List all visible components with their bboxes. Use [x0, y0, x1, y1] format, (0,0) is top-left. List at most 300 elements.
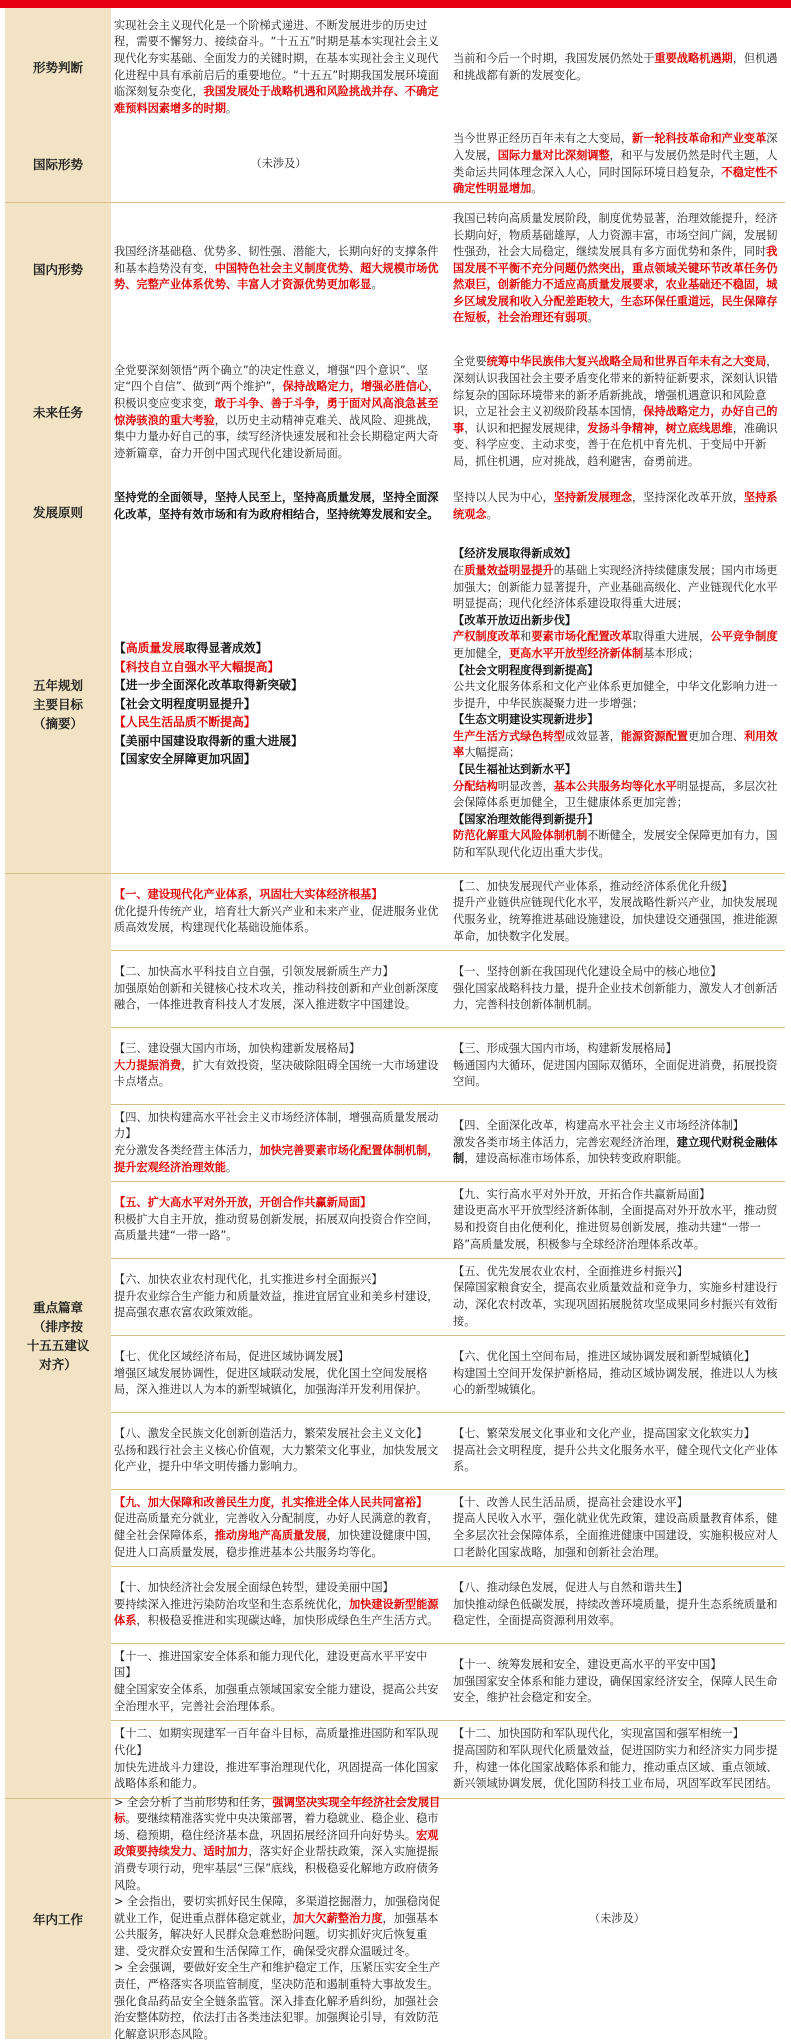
text-segment: 保障国家粮食安全，提高农业质量效益和竞争力，实施乡村建设行动，深化农村改革，实现巩固拓展脱贫攻坚成果同乡村振兴有效衔接。	[453, 1281, 778, 1328]
chapter-body	[453, 1511, 781, 1561]
chapter-body	[453, 1280, 781, 1330]
right-cell	[447, 1490, 785, 1566]
chapter-body	[114, 904, 443, 937]
text-segment: 成效显著，	[564, 729, 621, 743]
chapter-row	[111, 1105, 785, 1182]
text-segment: 【八、激发全民族文化创新创造活力，繁荣发展社会主义文化】	[114, 1427, 428, 1441]
text-segment: 提高国防和军队现代化质量效益，促进国防实力和经济实力同步提升，构建一体化国家战略体系和能力，推动重点区域、重点领域、新兴领域协调发展，优化国防科技工业布局，巩固军政军民团结。	[453, 1743, 778, 1791]
text-segment: 健全国家安全体系，加强重点领域国家安全能力建设，提高公共安全治理水平，完善社会治理体系。	[114, 1683, 439, 1713]
row-international	[5, 127, 785, 203]
text-segment: 在	[453, 563, 465, 577]
row-five-year-goals	[5, 535, 785, 874]
label-text: 主要目标	[32, 696, 83, 712]
label-text: 未来任务	[32, 405, 83, 420]
chapter-body	[453, 1366, 781, 1399]
text-segment: 强化国家战略科技力量，提升企业技术创新能力，激发人才创新活力，完善科技创新体制机制。	[453, 981, 778, 1012]
left-cell	[111, 1795, 447, 2041]
chapter-title	[453, 1580, 781, 1597]
text-segment: 建设更高水平开放型经济新体制，全面提高对外开放水平，推动贸易和投资自由化便利化，推进贸易创新发展，推动共建“一带一路”高质量发展，积极参与全球经济治理体系改革。	[453, 1204, 778, 1251]
highlight-text: 强调坚决实现全年经济社会发展目标	[114, 1795, 441, 1826]
chapter-body	[453, 1597, 781, 1630]
label-text: 形势判断	[32, 60, 83, 75]
cell-text	[453, 51, 781, 84]
highlight-text: 推动房地产高质量发展	[214, 1529, 327, 1542]
paragraph-list	[114, 639, 443, 769]
chapter-body	[453, 981, 781, 1014]
right-cell	[447, 1182, 785, 1258]
chapter-title	[114, 1726, 443, 1759]
highlight-text: 新一轮科技革命和产业变革	[632, 132, 767, 146]
text-segment: 充分激发各类经营主体活力，	[114, 1144, 260, 1157]
right-cell	[447, 951, 785, 1027]
bold-text: 【社会文明程度明显提升】	[114, 696, 256, 711]
text-segment: 当前和今后一个时期，我国发展仍然处于	[453, 51, 655, 65]
highlight-text: 重要战略机遇期	[654, 51, 733, 65]
text-segment: 深入发展，	[453, 132, 778, 162]
text-segment: 促进高质量充分就业，完善收入分配制度，办好人民满意的教育，健全社会保障体系，	[114, 1512, 439, 1542]
text-segment: > 全会强调，要做好安全生产和维护稳定工作，压紧压实安全生产责任，严格落实各项监管制度，坚决防范和遏制重特大事故发生。强化食品药品安全全链条监管。深入排查化解矛盾纠纷，加强社会治安整体防控，依法打击各类违法犯罪。加强舆论引导，有效防范化解意识形态风险。	[114, 1961, 441, 2041]
text-segment: 提升农业综合生产能力和质量效益，推进宜居宜业和美乡村建设，提高强农惠农富农政策效能。	[114, 1289, 439, 1320]
text-segment: 更加合理、	[687, 729, 744, 743]
text-segment: ，落实好企业帮扶政策，深入实施提振消费专项行动，兜牢基层“三保”底线，积极稳妥化解地方政府债务风险。	[114, 1845, 439, 1892]
chapter-title	[453, 1187, 781, 1204]
left-cell	[111, 874, 447, 950]
text-segment: 坚持以人民为中心，	[453, 491, 554, 504]
text-segment: 和	[520, 630, 532, 644]
text-segment: 我国已转向高质量发展阶段，制度优势显著，治理效能提升，经济长期向好，物质基础雄厚，人力资源丰富，市场空间广阔，发展韧性强劲，社会大局稳定，继续发展具有多方面优势和条件，同时	[453, 211, 778, 259]
highlight-text: 【一、建设现代化产业体系，巩固壮大实体经济根基】	[114, 888, 383, 902]
chapter-row	[111, 951, 785, 1028]
text-segment: 【六、加快农业农村现代化，扎实推进乡村全面振兴】	[114, 1273, 383, 1287]
row-label	[5, 127, 111, 202]
paragraph	[114, 1795, 443, 1895]
text-segment: 【三、形成强大国内市场，构建新发展格局】	[453, 1042, 677, 1056]
chapter-rows	[111, 874, 785, 1798]
text-segment: 优化提升传统产业，培育壮大新兴产业和未来产业，促进服务业优质高效发展，构建现代化基础设施体系。	[114, 904, 439, 935]
text-segment: 全党要深刻领悟“两个确立”的决定性意义，增强“四个意识”、坚定“四个自信”、做到“两个维护”，	[114, 363, 429, 394]
left-cell	[111, 1028, 447, 1104]
text-segment: > 全会分析了当前形势和任务，	[114, 1795, 273, 1809]
chapter-title	[453, 1264, 781, 1281]
text-segment: 提高人民收入水平，强化就业优先政策，建设高质量教育体系，健全多层次社会保障体系，全面推进健康中国建设，实施积极应对人口老龄化国家战略，加强和创新社会治理。	[453, 1512, 778, 1559]
highlight-text: 生产生活方式绿色转型	[453, 729, 565, 743]
left-cell	[111, 8, 447, 127]
text-segment: 【二、加快高水平科技自立自强，引领发展新质生产力】	[114, 965, 394, 979]
cell-text	[589, 1911, 645, 1928]
text-segment: 。	[225, 1160, 238, 1174]
right-cell	[447, 127, 785, 202]
paragraph	[114, 1960, 443, 2043]
highlight-text: 防范化解重大风险体制机制	[453, 829, 588, 843]
text-segment: 【十、改善人民生活品质，提高社会建设水平】	[453, 1495, 688, 1509]
highlight-text: 【五、扩大高水平对外开放，开创合作共赢新局面】	[114, 1196, 372, 1210]
text-segment: 增强区域发展协调性，促进区域联动发展，优化国土空间发展格局，深入推进以人为本的新型城镇化，加强海洋开发利用保护。	[114, 1366, 428, 1397]
text-segment: 【十二、加快国防和军队现代化，实现富国和强军相统一】	[453, 1727, 744, 1741]
label-text: 年内工作	[32, 1911, 83, 1927]
highlight-text: 国际力量对比深刻调整	[497, 148, 610, 162]
text-segment: 【四、全面深化改革，构建高水平社会主义市场经济体制】	[453, 1119, 744, 1133]
left-cell	[111, 1567, 447, 1643]
bold-text: 【美丽中国建设取得新的重大进展】	[114, 733, 303, 748]
text-segment: 加强国家安全体系和能力建设，确保国家经济安全，保障人民生命安全，维护社会稳定和安全。	[453, 1674, 778, 1705]
row-label	[5, 8, 111, 127]
label-text: 国内形势	[32, 261, 83, 277]
highlight-text: 中国特色社会主义制度优势、超大规模市场优势、完整产业体系优势、丰富人才资源优势更加彰显	[114, 261, 439, 292]
paragraph	[114, 658, 443, 677]
text-segment: 。	[486, 507, 498, 521]
right-cell	[447, 1644, 785, 1720]
top-red-bar	[0, 0, 791, 8]
right-cell	[447, 1799, 785, 2039]
highlight-text: 我国发展不平衡不充分问题仍然突出，重点领域关键环节改革任务仍然艰巨，创新能力不适应高质量发展要求，农业基础还不稳固，城乡区域发展和收入分配差距较大，生态环保任重道远，民生保障存在短板，社会治理还有弱项	[453, 245, 778, 325]
left-cell	[111, 203, 447, 335]
text-segment: ，积极识变应变求变，	[114, 380, 440, 410]
text-segment: 全党要	[453, 355, 487, 369]
chapter-body	[114, 1443, 443, 1476]
chapter-title	[453, 879, 781, 896]
text-segment: 激发各类市场主体活力，完善宏观经济治理，	[453, 1135, 677, 1149]
highlight-text: 【九、加大保障和改善民生力度，扎实推进全体人民共同富裕】	[114, 1495, 428, 1509]
bold-text: 【社会文明程度得到新提高】	[453, 663, 599, 677]
paragraph	[453, 828, 781, 861]
paragraph-list	[114, 1795, 443, 2043]
cell-text	[114, 490, 443, 523]
right-cell	[447, 874, 785, 950]
chapter-row	[111, 1259, 785, 1336]
chapter-body	[114, 1058, 443, 1091]
right-cell	[447, 1105, 785, 1181]
chapter-row	[111, 1413, 785, 1490]
chapter-body	[453, 1203, 781, 1253]
chapter-title	[114, 1580, 443, 1597]
bold-text: 建立现代财税金融体制	[453, 1135, 778, 1166]
text-segment: 提高社会文明程度，提升公共文化服务水平，健全现代文化产业体系。	[453, 1443, 778, 1474]
text-segment: 【八、推动绿色发展，促进人与自然和谐共生】	[453, 1581, 688, 1595]
text-segment: 的基础上实现经济持续健康发展；国内市场更加强大；创新能力显著提升，产业基础高级化、产业链现代化水平明显提高；现代化经济体系建设取得重大进展；	[453, 563, 778, 611]
bold-text: 【国家安全屏障更加巩固】	[114, 752, 256, 767]
highlight-text: 【人民生活品质不断提高】	[114, 715, 256, 730]
cell-text	[453, 354, 781, 470]
label-text: 国际形势	[32, 157, 83, 172]
left-cell	[111, 127, 447, 202]
highlight-text: 利用效率	[453, 729, 778, 760]
text-segment: 构建国土空间开发保护新格局，推动区域协调发展，推进以人为核心的新型城镇化。	[453, 1366, 778, 1397]
highlight-text: 保持战略定力，增强必胜信心	[282, 380, 429, 394]
right-cell	[447, 1567, 785, 1643]
label-text: 五年规划	[32, 677, 83, 693]
text-segment: 当今世界正经历百年未有之大变局，	[453, 132, 633, 146]
paragraph	[453, 729, 781, 762]
text-segment: 畅通国内大循环，促进国内国际双循环，全面促进消费，拓展投资空间。	[453, 1058, 778, 1089]
text-segment: 。	[371, 278, 383, 292]
text-segment: 积极扩大自主开放，推动贸易创新发展，拓展双向投资合作空间，高质量共建“一带一路”。	[114, 1212, 439, 1243]
chapter-row	[111, 1028, 785, 1105]
paragraph	[114, 676, 443, 695]
text-segment: 我国经济基础稳、优势多、韧性强、潜能大，长期向好的支撑条件和基本趋势没有变，	[114, 245, 439, 275]
left-cell	[111, 951, 447, 1027]
text-segment: ，准确识变、科学应变、主动求变，善于在危机中育先机、于变局中开新局，抓住机遇，应对挑战，趋利避害，奋勇前进。	[453, 421, 778, 468]
paragraph	[453, 663, 781, 680]
left-cell	[111, 535, 447, 873]
text-segment: ，建设高标准市场体系，加快转变政府职能。	[464, 1152, 688, 1166]
chapter-title	[453, 1657, 781, 1674]
paragraph	[453, 563, 781, 613]
text-segment: 【一、坚持创新在我国现代化建设全局中的核心地位】	[453, 965, 722, 979]
text-segment: 大幅提高；	[464, 746, 521, 760]
chapter-body	[114, 1366, 443, 1399]
paragraph	[114, 1894, 443, 1960]
chapter-body	[453, 1135, 781, 1168]
bold-text: 【民生福祉达到新水平】	[453, 763, 577, 777]
right-cell	[447, 1413, 785, 1489]
paragraph	[114, 750, 443, 769]
highlight-text: 更高水平开放型经济新体制	[508, 646, 644, 660]
paragraph	[453, 546, 781, 563]
text-segment: ，深刻认识我国社会主要矛盾变化带来的新特征新要求，深刻认识错综复杂的国际环境带来的新矛盾新挑战，增强机遇意识和风险意识，立足社会主义初级阶段基本国情，	[453, 355, 778, 419]
highlight-text: 公平竞争制度	[710, 630, 778, 644]
row-annual-work	[5, 1795, 785, 2041]
paragraph	[453, 812, 781, 829]
chapter-row	[111, 1336, 785, 1413]
cell-text	[453, 490, 781, 523]
paragraph	[114, 713, 443, 732]
highlight-text: 加快完善要素市场化配置体制机制，提升宏观经济治理效能	[114, 1144, 439, 1174]
paragraph	[114, 732, 443, 751]
text-segment: ，但机遇和挑战都有新的发展变化。	[453, 51, 778, 82]
highlight-text: 不稳定性不确定性明显增加	[453, 165, 778, 196]
text-segment: ，和平与发展仍然是时代主题，人类命运共同体理念深入人心，同时国际环境日趋复杂，	[453, 148, 778, 179]
text-segment: 【五、优先发展农业农村，全面推进乡村振兴】	[453, 1264, 688, 1278]
text-segment: ，扩大有效投资，坚决破除阻碍全国统一大市场建设卡点堵点。	[114, 1058, 439, 1089]
chapter-title	[114, 1649, 443, 1682]
chapter-body	[114, 1597, 443, 1630]
highlight-text: 能源资源配置	[620, 729, 688, 743]
paragraph	[453, 613, 781, 630]
left-cell	[111, 1182, 447, 1258]
row-label	[5, 1799, 111, 2039]
row-key-chapters	[5, 874, 785, 1799]
row-situation	[5, 8, 785, 127]
right-cell	[447, 335, 785, 490]
left-cell	[111, 1259, 447, 1335]
text-segment: 【十一、推进国家安全体系和能力现代化，建设更高水平平安中国】	[114, 1649, 428, 1680]
highlight-text: 分配结构	[453, 779, 498, 793]
label-text: 发展原则	[32, 505, 83, 520]
text-segment: ，积极稳妥推进和实现碳达峰，加快形成绿色生产生活方式。	[136, 1614, 439, 1628]
chapter-body	[114, 1511, 443, 1561]
paragraph-list	[453, 546, 781, 861]
highlight-text: 高质量发展	[125, 641, 185, 656]
chapter-title	[114, 1110, 443, 1143]
chapter-body	[114, 1682, 443, 1715]
highlight-text: 宏观政策要持续发力、适时加力	[114, 1828, 439, 1859]
chapter-body	[453, 1058, 781, 1091]
row-label	[5, 490, 111, 535]
text-segment: 【七、优化区域经济布局，促进区域协调发展】	[114, 1350, 349, 1364]
row-label	[5, 335, 111, 490]
left-cell	[111, 335, 447, 490]
chapter-title	[453, 1118, 781, 1135]
text-segment: ，坚持深化改革开放，	[632, 491, 744, 504]
text-segment: （未涉及）	[250, 157, 307, 171]
chapter-body	[114, 1212, 443, 1245]
row-label	[5, 874, 111, 1798]
text-segment: 实现社会主义现代化是一个阶梯式递进、不断发展进步的历史过程，需要不懈努力、接续奋斗。“十五五”时期是基本实现社会主义现代化夯实基础、全面发力的关键时期，在基本实现社会主义现代化进程中具有承前启后的重要地位。“十五五”时期我国发展环境面临深刻复杂变化，	[114, 18, 439, 99]
highlight-text: 质量效益明显提升	[464, 563, 554, 577]
text-segment: 。	[531, 182, 543, 196]
text-segment: 【十、加快经济社会发展全面绿色转型，建设美丽中国】	[114, 1581, 394, 1595]
chapter-row	[111, 1490, 785, 1567]
left-cell	[111, 1644, 447, 1720]
row-label	[5, 535, 111, 873]
row-principles	[5, 490, 785, 535]
text-segment: > 全会指出，要切实抓好民生保障，多渠道挖掘潜力，加强稳岗促就业工作，促进重点群体稳定就业，	[114, 1895, 441, 1925]
label-text: 对齐）	[39, 1357, 77, 1372]
text-segment: 【七、繁荣发展文化事业和文化产业，提高国家文化软实力】	[453, 1427, 756, 1441]
cell-text	[453, 211, 781, 327]
chapter-title	[453, 1495, 781, 1512]
chapter-body	[453, 1674, 781, 1707]
text-segment: 要持续深入推进污染防治攻坚和生态系统优化，	[114, 1597, 349, 1611]
label-text: 十五五建议	[26, 1338, 90, 1353]
highlight-text: 统筹中华民族伟大复兴战略全局和世界百年未有之大变局	[486, 355, 767, 369]
text-segment: 加快先进战斗力建设，推进军事治理现代化，巩固提高一体化国家战略体系和能力。	[114, 1760, 439, 1791]
highlight-text: 基本公共服务均等化水平	[553, 779, 677, 793]
right-cell	[447, 203, 785, 335]
paragraph	[453, 712, 781, 729]
chapter-body	[453, 895, 781, 945]
bold-text: 【	[114, 641, 126, 656]
cell-text	[251, 156, 307, 173]
left-cell	[111, 1105, 447, 1181]
right-cell	[447, 535, 785, 873]
paragraph	[453, 779, 781, 812]
highlight-text: 保持战略定力，办好自己的事	[453, 405, 778, 435]
text-segment: （未涉及）	[589, 1911, 645, 1925]
text-segment: 取得重大进展，	[632, 630, 711, 644]
label-text: （摘要）	[32, 715, 83, 731]
chapter-title	[114, 1495, 443, 1512]
chapter-title	[453, 964, 781, 981]
comparison-table	[5, 8, 785, 2039]
bold-text: 【经济发展取得新成效】	[453, 547, 577, 561]
text-segment: 。	[587, 311, 599, 325]
paragraph	[114, 695, 443, 714]
cell-text	[114, 363, 443, 463]
row-future	[5, 335, 785, 490]
cell-text	[453, 131, 781, 197]
text-segment: ，加快建设健康中国，促进人口高质量发展，稳步推进基本公共服务均等化。	[114, 1529, 439, 1559]
bold-text: 【生态文明建设实现新进步】	[453, 713, 599, 727]
text-segment: 提升产业链供应链现代化水平，发展战略性新兴产业，加快发展现代服务业，统筹推进基础设施建设，加快建设交通强国，推进能源革命，加快数字化发展。	[453, 896, 778, 943]
right-cell	[447, 1259, 785, 1335]
highlight-text: 敢于斗争、善于斗争，勇于面对风高浪急甚至惊涛骇浪的重大考验	[114, 396, 439, 427]
highlight-text: 我国发展处于战略机遇和风险挑战并存、不确定难预料因素增多的时期	[114, 85, 439, 115]
left-cell	[111, 1721, 447, 1798]
text-segment: ，加强基本公共服务，解决好人民群众急难愁盼问题。切实抓好灾后恢复重建、受灾群众安置和生活保障工作，确保受灾群众温暖过冬。	[114, 1911, 439, 1958]
text-segment: 明显改善，	[497, 779, 554, 793]
chapter-body	[453, 1743, 781, 1793]
chapter-body	[114, 1143, 443, 1176]
text-segment: 【二、加快发展现代产业体系，推动经济体系优化升级】	[453, 879, 733, 893]
text-segment: 明显提高，多层次社会保障体系更加健全，卫生健康体系更加完善；	[453, 779, 778, 810]
text-segment: 【三、建设强大国内市场，加快构建新发展格局】	[114, 1042, 361, 1056]
chapter-body	[114, 1289, 443, 1322]
chapter-title	[114, 964, 443, 981]
left-cell	[111, 1413, 447, 1489]
highlight-text: 坚持新发展理念	[553, 491, 633, 504]
highlight-text: 要素市场化配置改革	[531, 630, 633, 644]
text-segment: 【十二、如期实现建军一百年奋斗目标，高质量推进国防和军队现代化】	[114, 1727, 439, 1757]
cell-text	[114, 18, 443, 118]
chapter-title	[114, 887, 443, 904]
label-text: （排序按	[32, 1319, 83, 1334]
text-segment: 更加健全，	[453, 646, 509, 660]
bold-text: 取得显著成效】	[184, 641, 268, 656]
text-segment: 不断健全，发展安全保障更加有力，国防和军队现代化迈出重大步伐。	[453, 829, 778, 860]
row-label	[5, 203, 111, 335]
paragraph	[453, 679, 781, 712]
highlight-text: 产权制度改革	[453, 630, 521, 644]
left-cell	[111, 1490, 447, 1566]
text-segment: 【九、实行高水平对外开放，开拓合作共赢新局面】	[453, 1187, 711, 1201]
chapter-row	[111, 1721, 785, 1798]
row-domestic	[5, 203, 785, 335]
chapter-title	[453, 1426, 781, 1443]
chapter-body	[114, 1760, 443, 1793]
text-segment: 【六、优化国土空间布局，推进区域协调发展和新型城镇化】	[453, 1350, 756, 1364]
text-segment: 。要继续精准落实党中央决策部署，着力稳就业、稳企业、稳市场、稳预期，稳住经济基本盘，巩固拓展经济回升向好势头。	[114, 1812, 439, 1842]
chapter-title	[114, 1041, 443, 1058]
highlight-text: 发扬斗争精神，树立底线思维	[587, 421, 733, 435]
highlight-text: 大力提振消费	[114, 1058, 182, 1072]
right-cell	[447, 1336, 785, 1412]
chapter-row	[111, 874, 785, 951]
highlight-text: 加大欠薪整治力度	[293, 1911, 383, 1925]
chapter-title	[114, 1195, 443, 1212]
chapter-title	[453, 1726, 781, 1743]
bold-text: 【改革开放迈出新步伐】	[453, 613, 577, 627]
chapter-title	[114, 1349, 443, 1366]
bold-text: 【国家治理效能得到新提升】	[453, 812, 599, 826]
highlight-text: 加快建设新型能源体系	[114, 1597, 439, 1628]
paragraph	[114, 639, 443, 658]
chapter-body	[114, 981, 443, 1014]
right-cell	[447, 8, 785, 127]
chapter-row	[111, 1567, 785, 1644]
chapter-title	[114, 1272, 443, 1289]
text-segment: 弘扬和践行社会主义核心价值观，大力繁荣文化事业，加快发展文化产业，提升中华文明传播力影响力。	[114, 1443, 439, 1474]
text-segment: ，认识和把握发展规律，	[464, 421, 588, 435]
right-cell	[447, 490, 785, 535]
chapter-title	[453, 1349, 781, 1366]
text-segment: 。	[225, 101, 238, 115]
text-segment: 加快推动绿色低碳发展，持续改善环境质量，提升生态系统质量和稳定性，全面提高资源利用效率。	[453, 1597, 778, 1628]
bold-text: 【进一步全面深化改革取得新突破】	[114, 678, 303, 693]
paragraph	[453, 629, 781, 662]
highlight-text: 坚持系统观念	[453, 491, 778, 521]
text-segment: 【四、加快构建高水平社会主义市场经济体制，增强高质量发展动力】	[114, 1110, 439, 1141]
right-cell	[447, 1721, 785, 1798]
chapter-row	[111, 1182, 785, 1259]
bold-text: 坚持党的全面领导，坚持人民至上，坚持高质量发展，坚持全面深化改革，坚持有效市场和有为政府相结合，坚持统筹发展和安全。	[114, 491, 439, 521]
text-segment: ，以历史主动精神克难关、战风险、迎挑战，集中力量办好自己的事，续写经济快速发展和社会长期稳定两大奇迹新篇章，奋力开创中国式现代化建设新局面。	[114, 413, 439, 460]
chapter-title	[453, 1041, 781, 1058]
left-cell	[111, 490, 447, 535]
cell-text	[114, 244, 443, 294]
chapter-body	[453, 1443, 781, 1476]
text-segment: 【十一、统筹发展和安全，建设更高水平的平安中国】	[453, 1658, 722, 1672]
